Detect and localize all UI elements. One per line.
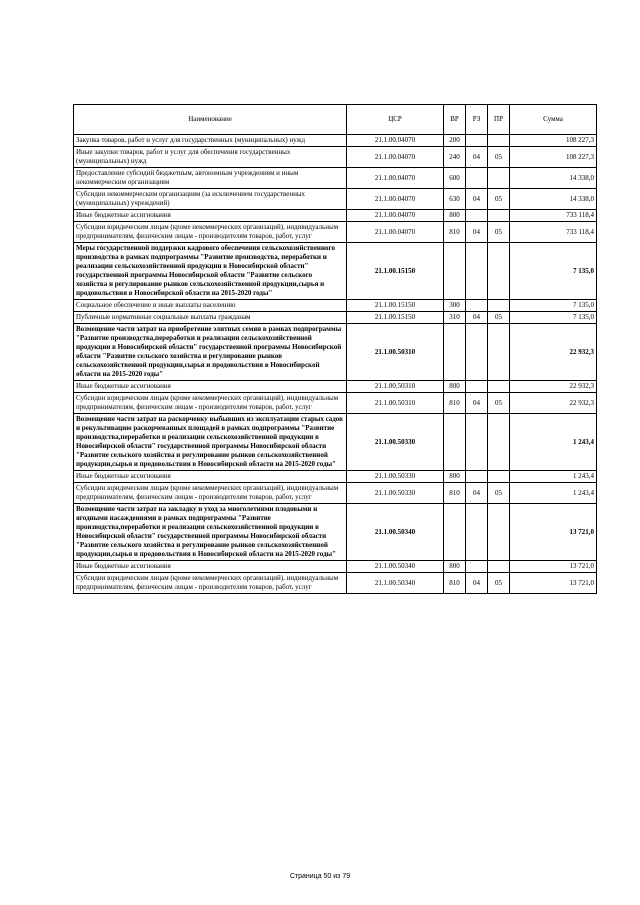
header-vr: ВР (444, 105, 466, 135)
row-name: Возмещение части затрат на приобретение элитных семян в рамках подпрограммы "Развитие производства,переработки и реализации сельскохозяйственной продукции в Новосибирской области" государственной программы Новосибирской области "Развитие сельского хозяйства и регулирование рынков сельскохозяйственной продукции,сырья и продовольствия в Новосибирской области на 2015-2020 годы" (74, 324, 347, 381)
table-row (74, 573, 597, 594)
row-name: Возмещение части затрат на закладку и уход за многолетними плодовыми и ягодными насаждениями в рамках подпрограммы "Развитие производства,переработки и реализации сельскохозяйственной продукции в Новосибирской области" государственной программы Новосибирской области "Развитие сельского хозяйства и регулирование рынков сельскохозяйственной продукции,сырья и продовольствия в Новосибирской области на 2015-2020 годы" (74, 504, 347, 561)
row-pr: 05 (488, 189, 510, 210)
table-row (74, 189, 597, 210)
budget-table (73, 104, 597, 594)
row-pr (488, 168, 510, 189)
row-sum: 1 243,4 (510, 471, 597, 483)
row-name: Меры государственной поддержки кадрового обеспечения сельскохозяйственного производства в рамках подпрограммы "Развитие производства, переработки и реализации сельскохозяйственной продукции в Новосибирской области" государственной программы Новосибирской области "Развитие сельского хозяйства и регулирование рынков сельскохозяйственной продукции,сырья и продовольствия в Новосибирской области на 2015-2020 годы" (74, 243, 347, 300)
row-rz: 04 (466, 393, 488, 414)
row-name: Социальное обеспечение и иные выплаты населению (74, 300, 347, 312)
table-row (74, 471, 597, 483)
table-row (74, 222, 597, 243)
row-pr (488, 324, 510, 381)
table-row (74, 300, 597, 312)
row-csr: 21.1.00.04070 (347, 189, 444, 210)
row-sum: 13 721,0 (510, 561, 597, 573)
table-row (74, 561, 597, 573)
header-name: Наименование (74, 105, 347, 135)
row-pr (488, 381, 510, 393)
row-name: Возмещение части затрат на раскорчевку выбывших из эксплуатации старых садов и рекультивацию раскорчеванных площадей в рамках подпрограммы "Развитие производства,переработки и реализации сельскохозяйственной продукции в Новосибирской области" государственной программы Новосибирской области "Развитие сельского хозяйства и регулирование рынков сельскохозяйственной продукции,сырья и продовольствия в Новосибирской области на 2015-2020 годы" (74, 414, 347, 471)
row-name: Публичные нормативные социальные выплаты гражданам (74, 312, 347, 324)
row-csr: 21.1.00.15150 (347, 300, 444, 312)
row-vr: 200 (444, 135, 466, 147)
row-pr: 05 (488, 312, 510, 324)
row-rz (466, 471, 488, 483)
row-rz (466, 324, 488, 381)
row-rz (466, 168, 488, 189)
row-pr (488, 561, 510, 573)
row-name: Субсидии юридическим лицам (кроме некоммерческих организаций), индивидуальным предпринимателям, физическим лицам - производителям товаров, работ, услуг (74, 393, 347, 414)
row-csr: 21.1.00.04070 (347, 168, 444, 189)
row-sum: 733 118,4 (510, 222, 597, 243)
row-rz (466, 504, 488, 561)
row-vr: 810 (444, 573, 466, 594)
row-name: Субсидии юридическим лицам (кроме некоммерческих организаций), индивидуальным предпринимателям, физическим лицам - производителям товаров, работ, услуг (74, 573, 347, 594)
table-row (74, 504, 597, 561)
header-sum: Сумма (510, 105, 597, 135)
row-rz (466, 135, 488, 147)
row-csr: 21.1.00.50340 (347, 573, 444, 594)
row-vr: 600 (444, 168, 466, 189)
table-body (74, 135, 597, 594)
row-rz: 04 (466, 312, 488, 324)
table-row (74, 381, 597, 393)
row-csr: 21.1.00.04070 (347, 222, 444, 243)
row-pr (488, 243, 510, 300)
row-sum: 13 721,0 (510, 573, 597, 594)
row-name: Иные бюджетные ассигнования (74, 210, 347, 222)
row-rz (466, 300, 488, 312)
row-rz (466, 381, 488, 393)
row-sum: 7 135,0 (510, 312, 597, 324)
row-pr: 05 (488, 393, 510, 414)
row-pr (488, 414, 510, 471)
row-sum: 14 338,0 (510, 189, 597, 210)
row-vr: 630 (444, 189, 466, 210)
row-pr (488, 471, 510, 483)
row-rz (466, 210, 488, 222)
header-csr: ЦСР (347, 105, 444, 135)
table-row (74, 324, 597, 381)
row-csr: 21.1.00.04070 (347, 147, 444, 168)
row-vr: 810 (444, 222, 466, 243)
row-sum: 7 135,0 (510, 243, 597, 300)
header-pr: ПР (488, 105, 510, 135)
row-pr (488, 300, 510, 312)
row-name: Иные бюджетные ассигнования (74, 471, 347, 483)
table-row (74, 414, 597, 471)
row-sum: 7 135,0 (510, 300, 597, 312)
row-csr: 21.1.00.15150 (347, 312, 444, 324)
row-name: Закупка товаров, работ и услуг для государственных (муниципальных) нужд (74, 135, 347, 147)
row-pr (488, 504, 510, 561)
row-vr: 240 (444, 147, 466, 168)
row-rz: 04 (466, 189, 488, 210)
table-row (74, 147, 597, 168)
row-rz (466, 561, 488, 573)
row-pr: 05 (488, 573, 510, 594)
table-row (74, 210, 597, 222)
table-header-row (74, 105, 597, 135)
row-rz: 04 (466, 147, 488, 168)
table-row (74, 168, 597, 189)
row-vr (444, 414, 466, 471)
row-sum: 13 721,0 (510, 504, 597, 561)
row-sum: 108 227,3 (510, 135, 597, 147)
row-vr: 800 (444, 381, 466, 393)
row-name: Иные закупки товаров, работ и услуг для обеспечения государственных (муниципальных) нужд (74, 147, 347, 168)
row-csr: 21.1.00.50330 (347, 483, 444, 504)
row-vr: 800 (444, 471, 466, 483)
row-pr: 05 (488, 222, 510, 243)
row-name: Иные бюджетные ассигнования (74, 561, 347, 573)
row-rz (466, 243, 488, 300)
row-vr (444, 243, 466, 300)
row-vr (444, 504, 466, 561)
row-sum: 22 932,3 (510, 324, 597, 381)
row-pr: 05 (488, 147, 510, 168)
row-rz: 04 (466, 483, 488, 504)
row-vr: 300 (444, 300, 466, 312)
row-csr: 21.1.00.50330 (347, 471, 444, 483)
row-sum: 22 932,3 (510, 381, 597, 393)
row-vr: 310 (444, 312, 466, 324)
row-vr (444, 324, 466, 381)
row-name: Субсидии юридическим лицам (кроме некоммерческих организаций), индивидуальным предпринимателям, физическим лицам - производителям товаров, работ, услуг (74, 483, 347, 504)
row-sum: 1 243,4 (510, 414, 597, 471)
table-row (74, 483, 597, 504)
page-number: Страница 50 из 79 (289, 873, 351, 880)
row-pr (488, 210, 510, 222)
row-vr: 800 (444, 561, 466, 573)
row-rz: 04 (466, 573, 488, 594)
row-csr: 21.1.00.50310 (347, 393, 444, 414)
table-row (74, 135, 597, 147)
row-csr: 21.1.00.50310 (347, 324, 444, 381)
row-csr: 21.1.00.50340 (347, 504, 444, 561)
row-vr: 810 (444, 483, 466, 504)
row-csr: 21.1.00.50310 (347, 381, 444, 393)
row-pr: 05 (488, 483, 510, 504)
row-sum: 733 118,4 (510, 210, 597, 222)
row-name: Предоставление субсидий бюджетным, автономным учреждениям и иным некоммерческим организациям (74, 168, 347, 189)
row-csr: 21.1.00.15150 (347, 243, 444, 300)
row-rz: 04 (466, 222, 488, 243)
row-csr: 21.1.00.50330 (347, 414, 444, 471)
row-sum: 22 932,3 (510, 393, 597, 414)
table-row (74, 393, 597, 414)
row-pr (488, 135, 510, 147)
row-csr: 21.1.00.04070 (347, 135, 444, 147)
row-vr: 800 (444, 210, 466, 222)
table-row (74, 243, 597, 300)
row-name: Субсидии некоммерческим организациям (за исключением государственных (муниципальных) учреждений) (74, 189, 347, 210)
header-rz: РЗ (466, 105, 488, 135)
row-name: Иные бюджетные ассигнования (74, 381, 347, 393)
row-csr: 21.1.00.50340 (347, 561, 444, 573)
table-row (74, 312, 597, 324)
row-sum: 14 338,0 (510, 168, 597, 189)
row-name: Субсидии юридическим лицам (кроме некоммерческих организаций), индивидуальным предпринимателям, физическим лицам - производителям товаров, работ, услуг (74, 222, 347, 243)
row-vr: 810 (444, 393, 466, 414)
row-sum: 108 227,3 (510, 147, 597, 168)
row-sum: 1 243,4 (510, 483, 597, 504)
row-csr: 21.1.00.04070 (347, 210, 444, 222)
row-rz (466, 414, 488, 471)
